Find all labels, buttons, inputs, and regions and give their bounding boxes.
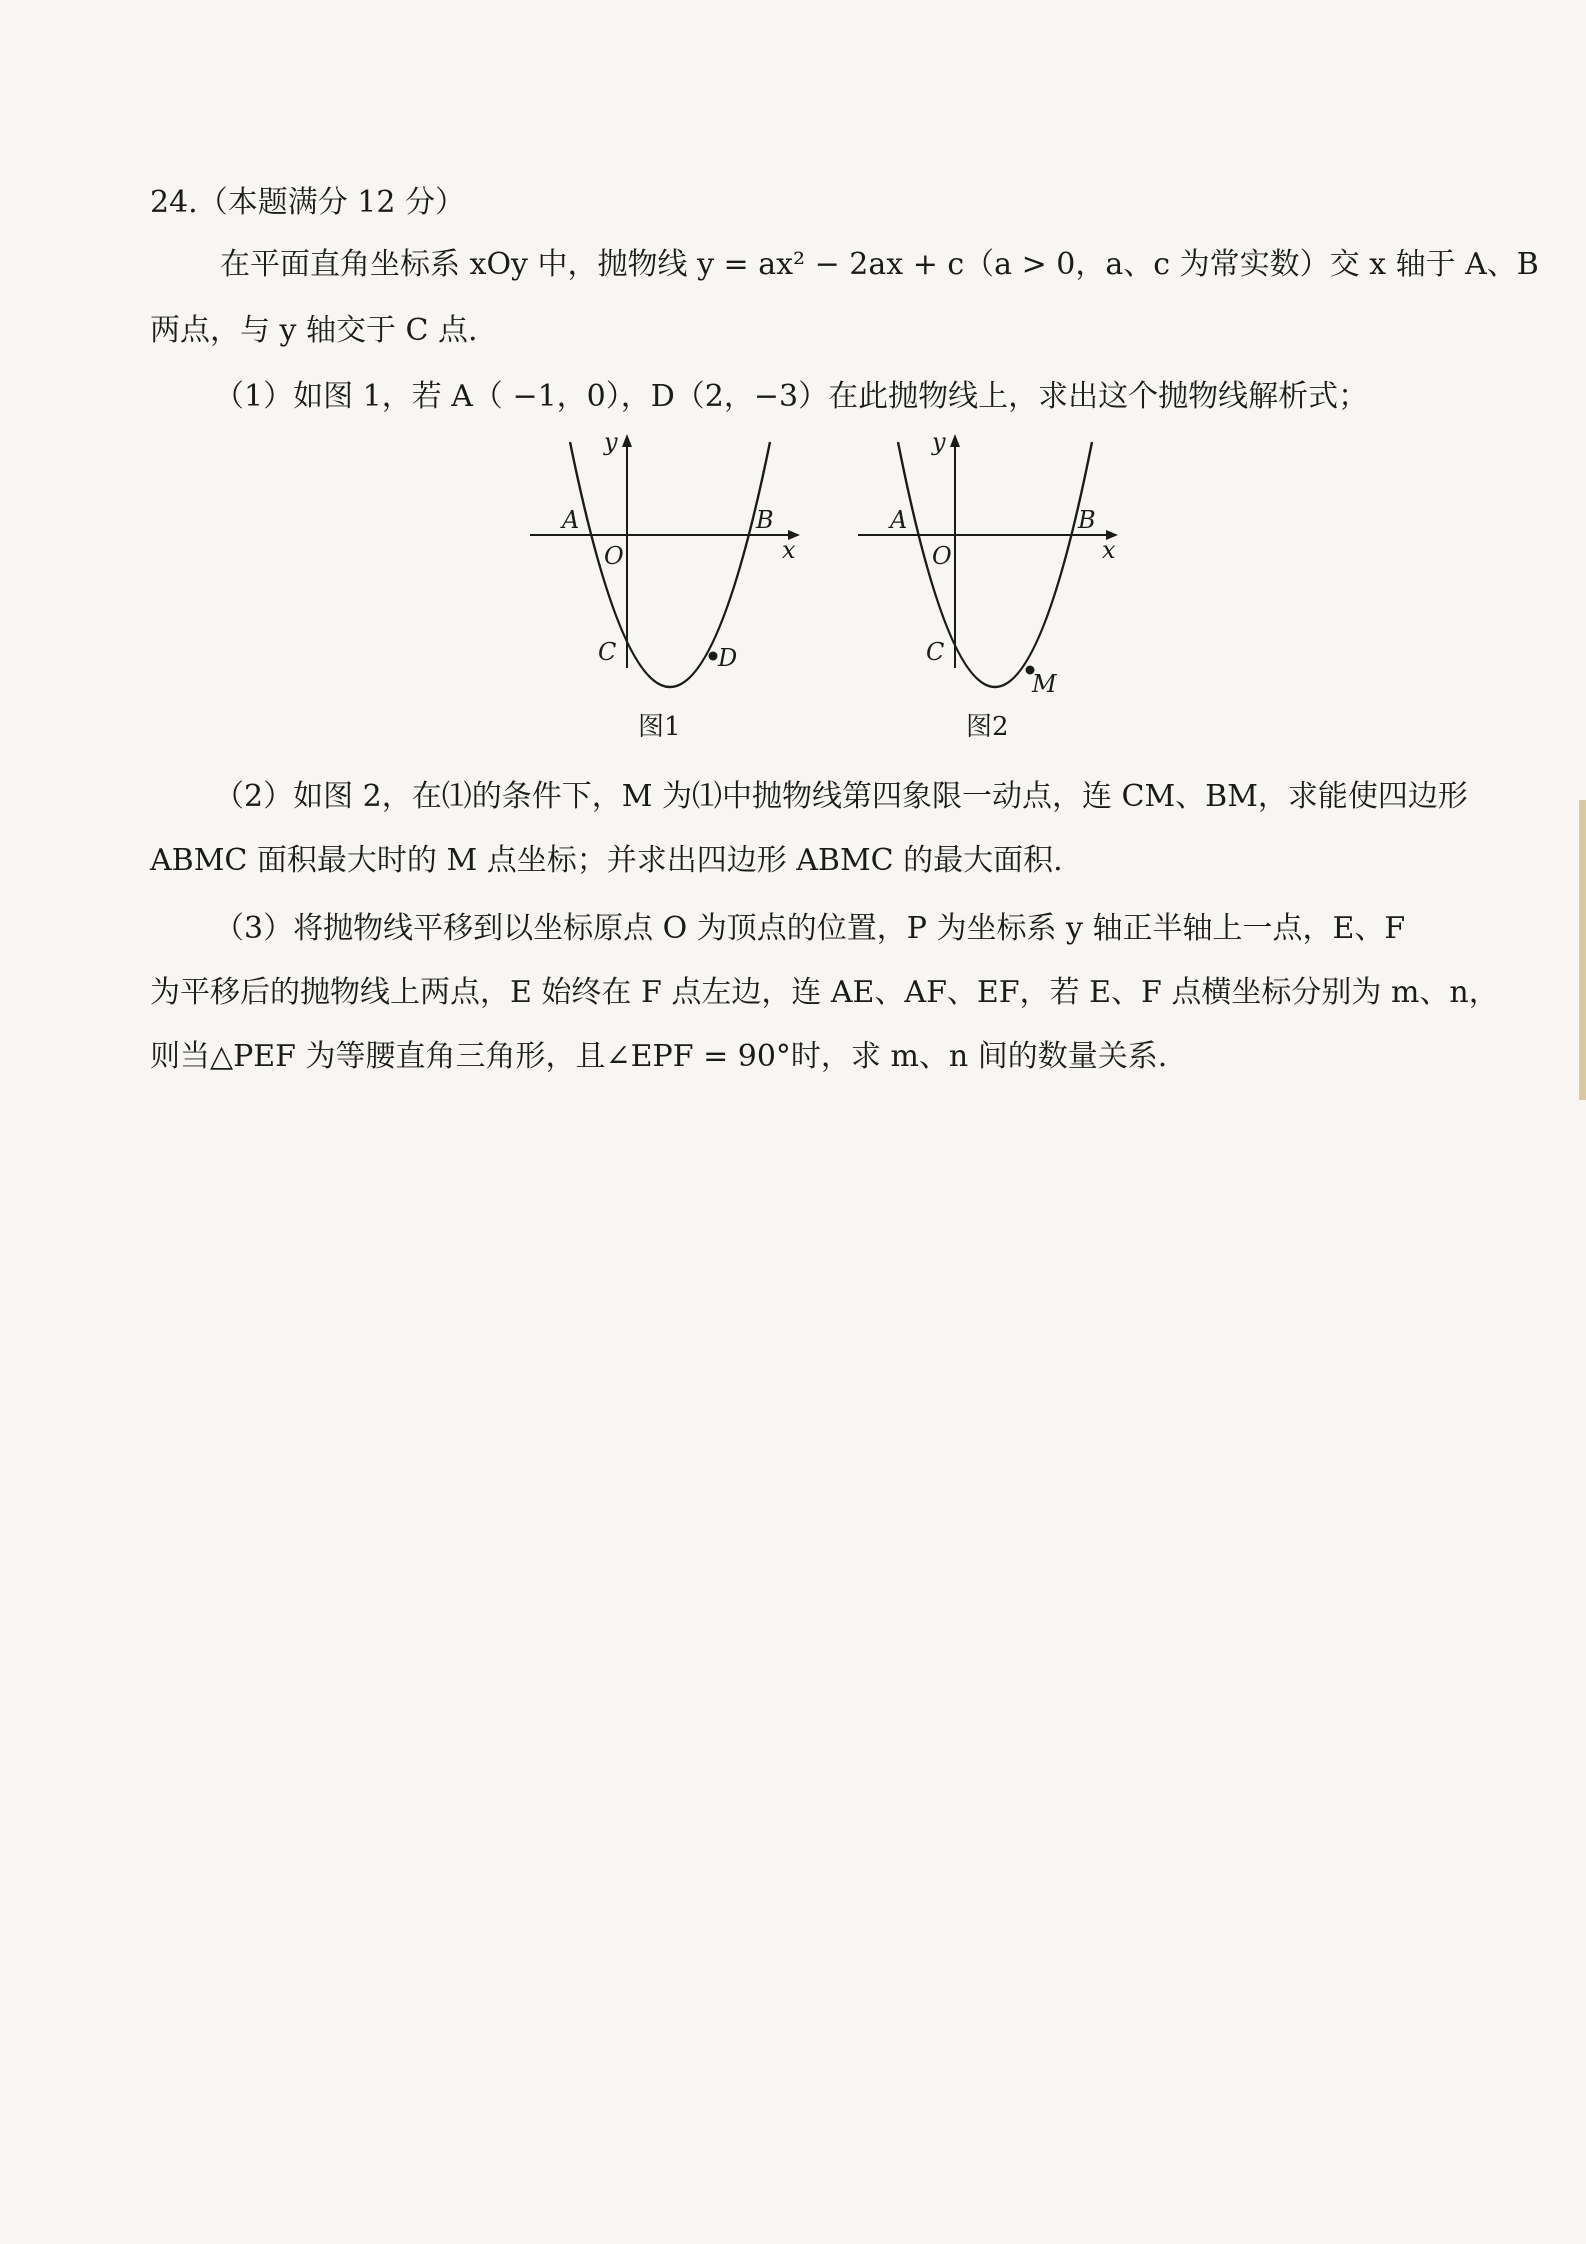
part-3-line-1: （3）将抛物线平移到以坐标原点 O 为顶点的位置，P 为坐标系 y 轴正半轴上一点，E、F <box>214 911 1406 946</box>
question-header: 24.（本题满分 12 分） <box>150 185 465 220</box>
fig2-label-y: y <box>932 428 946 456</box>
fig2-label-c: C <box>926 638 945 666</box>
fig1-label-y: y <box>604 428 618 456</box>
figure-1-caption: 图1 <box>638 712 681 742</box>
part-2-line-1: （2）如图 2，在⑴的条件下，M 为⑴中抛物线第四象限一动点，连 CM、BM，求能使四边形 <box>214 779 1468 814</box>
fig1-label-c: C <box>598 638 617 666</box>
fig1-label-a: A <box>562 506 580 534</box>
page-edge-mark <box>1579 800 1586 1100</box>
fig2-label-a: A <box>890 506 908 534</box>
fig2-label-b: B <box>1078 506 1096 534</box>
fig1-label-x: x <box>782 536 796 564</box>
fig1-label-b: B <box>756 506 774 534</box>
fig2-y-arrow-icon <box>950 434 960 447</box>
part-3-line-2: 为平移后的抛物线上两点，E 始终在 F 点左边，连 AE、AF、EF，若 E、F 点横坐标分别为 m、n， <box>150 975 1499 1010</box>
fig2-label-origin: O <box>932 542 952 570</box>
part-2-line-2: ABMC 面积最大时的 M 点坐标；并求出四边形 ABMC 的最大面积. <box>150 843 1063 878</box>
fig1-label-origin: O <box>604 542 624 570</box>
part-3-line-3: 则当△PEF 为等腰直角三角形，且∠EPF = 90°时，求 m、n 间的数量关系. <box>150 1039 1168 1074</box>
question-intro-line-2: 两点，与 y 轴交于 C 点. <box>150 313 478 348</box>
fig1-y-arrow-icon <box>622 434 632 447</box>
figure-1-parabola-graph <box>520 420 820 720</box>
part-1-text: （1）如图 1，若 A（ −1，0），D（2，−3）在此抛物线上，求出这个抛物线解析式； <box>214 379 1369 414</box>
fig2-label-m: M <box>1032 670 1057 698</box>
fig1-label-d: D <box>718 644 738 672</box>
fig1-point-d <box>709 652 718 661</box>
figure-2-parabola-graph <box>848 420 1148 720</box>
figure-2-caption: 图2 <box>966 712 1009 742</box>
fig2-label-x: x <box>1102 536 1116 564</box>
question-intro-line-1: 在平面直角坐标系 xOy 中，抛物线 y = ax² − 2ax + c（a > 0，a、c 为常实数）交 x 轴于 A、B <box>220 247 1539 282</box>
